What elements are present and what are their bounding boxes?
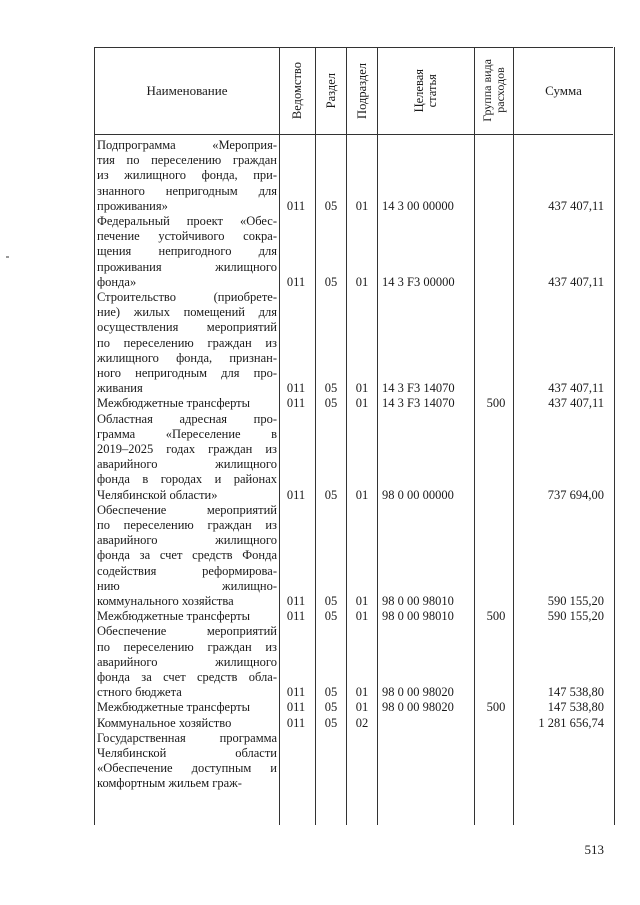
row-celevaya: 14 3 00 00000	[382, 198, 454, 213]
row-razdel: 05	[324, 700, 338, 715]
header-razdel	[316, 47, 346, 134]
header-podrazdel-text: Подраздел	[354, 62, 369, 119]
row-name-line: Строительство (приобрете-	[97, 290, 277, 304]
row-summa: 437 407,11	[548, 198, 604, 213]
row-razdel: 05	[324, 609, 338, 624]
header-razdel-text: Раздел	[323, 72, 338, 109]
row-podrazdel: 01	[355, 198, 369, 213]
row-name-line: ного непригодным для про-	[97, 366, 277, 381]
row-podrazdel: 01	[355, 274, 369, 289]
row-celevaya: 98 0 00 98020	[382, 700, 454, 715]
row-name-line: живания	[97, 381, 143, 396]
row-name	[97, 503, 277, 609]
row-name-line: аварийного жилищного	[97, 457, 277, 472]
row-name-line: аварийного жилищного	[97, 533, 277, 548]
row-name-line: Межбюджетные трансферты	[97, 396, 251, 411]
row-name-line: осуществления мероприятий	[97, 320, 277, 335]
row-podrazdel: 01	[355, 593, 369, 608]
row-name	[97, 624, 277, 700]
row-vedomstvo: 011	[286, 381, 306, 396]
header-summa-text: Сумма	[545, 82, 582, 98]
row-podrazdel: 01	[355, 700, 369, 715]
row-vedomstvo: 011	[286, 715, 306, 730]
row-celevaya: 98 0 00 98010	[382, 609, 454, 624]
row-celevaya: 98 0 00 98010	[382, 593, 454, 608]
row-celevaya: 98 0 00 00000	[382, 487, 454, 502]
table-row	[94, 290, 613, 396]
row-name-line: фонда в городах и районах	[97, 472, 277, 487]
row-vedomstvo: 011	[286, 700, 306, 715]
row-name-line: грамма «Переселение в	[97, 426, 277, 441]
row-name	[97, 290, 277, 396]
row-summa: 737 694,00	[547, 487, 604, 502]
header-celevaya	[378, 47, 474, 134]
row-name-line: проживания»	[97, 198, 168, 213]
row-gruppa: 500	[486, 700, 506, 715]
row-name-line: Межбюджетные трансферты	[97, 609, 251, 624]
row-vedomstvo: 011	[286, 274, 306, 289]
header-gruppa-line2: расходов	[493, 67, 507, 114]
header-bottom-border	[94, 134, 613, 135]
row-name-line: фонда за счет средств обла-	[97, 670, 277, 684]
row-name	[97, 214, 277, 290]
table-row	[94, 412, 613, 503]
row-name-line: по переселению граждан из	[97, 335, 277, 350]
table-row	[94, 609, 613, 624]
row-name-line: знанного непригодным для	[97, 183, 277, 198]
row-summa: 1 281 656,74	[538, 715, 604, 730]
header-name-text: Наименование	[146, 82, 228, 98]
table-row	[94, 503, 613, 609]
row-name-line: 2019–2025 годах граждан из	[97, 442, 277, 456]
row-name-line: Подпрограмма «Мероприя-	[97, 138, 277, 152]
row-name-line: фонда»	[97, 274, 137, 289]
row-summa: 147 538,80	[547, 700, 604, 715]
row-summa: 147 538,80	[547, 685, 604, 700]
row-name-line: щения непригодного для	[97, 244, 277, 259]
row-vedomstvo: 011	[286, 487, 306, 502]
row-name	[97, 700, 277, 715]
table-row	[94, 138, 613, 214]
row-name-line: по переселению граждан из	[97, 518, 277, 532]
row-name	[97, 396, 277, 411]
table-row	[94, 214, 613, 290]
row-name-line: нию жилищно-	[97, 578, 277, 593]
header-vedomstvo	[280, 47, 315, 134]
header-summa	[514, 47, 613, 134]
row-razdel: 05	[324, 685, 338, 700]
row-celevaya: 14 3 F3 14070	[382, 396, 455, 411]
row-name	[97, 138, 277, 214]
row-name	[97, 412, 277, 503]
row-name-line: стного бюджета	[97, 685, 182, 700]
row-podrazdel: 01	[355, 381, 369, 396]
row-razdel: 05	[324, 274, 338, 289]
row-razdel: 05	[324, 396, 338, 411]
row-podrazdel: 01	[355, 609, 369, 624]
row-name-line: Межбюджетные трансферты	[97, 700, 251, 715]
row-name-line: Челябинской области	[97, 746, 277, 760]
row-name-line: тия по переселению граждан	[97, 153, 277, 168]
row-name-line: комфортным жильем граж-	[97, 776, 242, 791]
table-row	[94, 624, 613, 700]
row-podrazdel: 01	[355, 685, 369, 700]
row-vedomstvo: 011	[286, 685, 306, 700]
header-celevaya-text	[413, 69, 439, 112]
header-gruppa-line1: Группа вида	[480, 59, 494, 122]
row-podrazdel: 02	[355, 715, 369, 730]
row-summa: 437 407,11	[548, 274, 604, 289]
row-name-line: Федеральный проект «Обес-	[97, 214, 277, 228]
page-number: 513	[584, 842, 604, 857]
row-razdel: 05	[324, 487, 338, 502]
table-row	[94, 716, 613, 731]
row-name-line: Челябинской области»	[97, 487, 218, 502]
row-celevaya: 14 3 F3 00000	[382, 274, 455, 289]
row-name-line: «Обеспечение доступным и	[97, 761, 277, 776]
scan-mark	[6, 256, 9, 258]
row-vedomstvo: 011	[286, 593, 306, 608]
header-gruppa	[475, 47, 513, 134]
row-name	[97, 609, 277, 624]
row-vedomstvo: 011	[286, 198, 306, 213]
row-name-line: Областная адресная про-	[97, 411, 277, 426]
row-name-line: Коммунальное хозяйство	[97, 715, 232, 730]
row-razdel: 05	[324, 198, 338, 213]
row-name-line: ние) жилых помещений для	[97, 305, 277, 320]
row-name-line: коммунального хозяйства	[97, 594, 234, 609]
row-vedomstvo: 011	[286, 609, 306, 624]
row-summa: 590 155,20	[547, 609, 604, 624]
row-vedomstvo: 011	[286, 396, 306, 411]
row-celevaya: 98 0 00 98020	[382, 685, 454, 700]
row-name-line: из жилищного фонда, при-	[97, 168, 277, 183]
row-name-line: содействия реформирова-	[97, 563, 277, 578]
header-name	[95, 47, 279, 134]
row-name-line: проживания жилищного	[97, 259, 277, 274]
row-name-line: печение устойчивого сокра-	[97, 229, 277, 244]
table-row	[94, 731, 613, 792]
row-razdel: 05	[324, 381, 338, 396]
header-celevaya-line2: статья	[425, 73, 439, 108]
row-name	[97, 731, 277, 792]
row-celevaya: 14 3 F3 14070	[382, 381, 455, 396]
row-name-line: Государственная программа	[97, 730, 277, 745]
row-gruppa: 500	[486, 396, 506, 411]
header-vedomstvo-text: Ведомство	[290, 61, 304, 120]
row-name-line: жилищного фонда, признан-	[97, 350, 277, 365]
row-name-line: фонда за счет средств Фонда	[97, 548, 277, 563]
row-name-line: по переселению граждан из	[97, 639, 277, 654]
table-row	[94, 396, 613, 411]
header-podrazdel	[347, 47, 377, 134]
row-summa: 590 155,20	[547, 593, 604, 608]
row-razdel: 05	[324, 715, 338, 730]
row-name-line: аварийного жилищного	[97, 654, 277, 669]
header-gruppa-text	[481, 59, 507, 122]
row-summa: 437 407,11	[548, 381, 604, 396]
row-name-line: Обеспечение мероприятий	[97, 624, 277, 639]
row-podrazdel: 01	[355, 396, 369, 411]
row-gruppa: 500	[486, 609, 506, 624]
table-row	[94, 700, 613, 715]
row-razdel: 05	[324, 593, 338, 608]
header-celevaya-line1: Целевая	[412, 68, 426, 113]
row-name-line: Обеспечение мероприятий	[97, 502, 277, 517]
row-podrazdel: 01	[355, 487, 369, 502]
row-name	[97, 716, 277, 731]
row-summa: 437 407,11	[548, 396, 604, 411]
